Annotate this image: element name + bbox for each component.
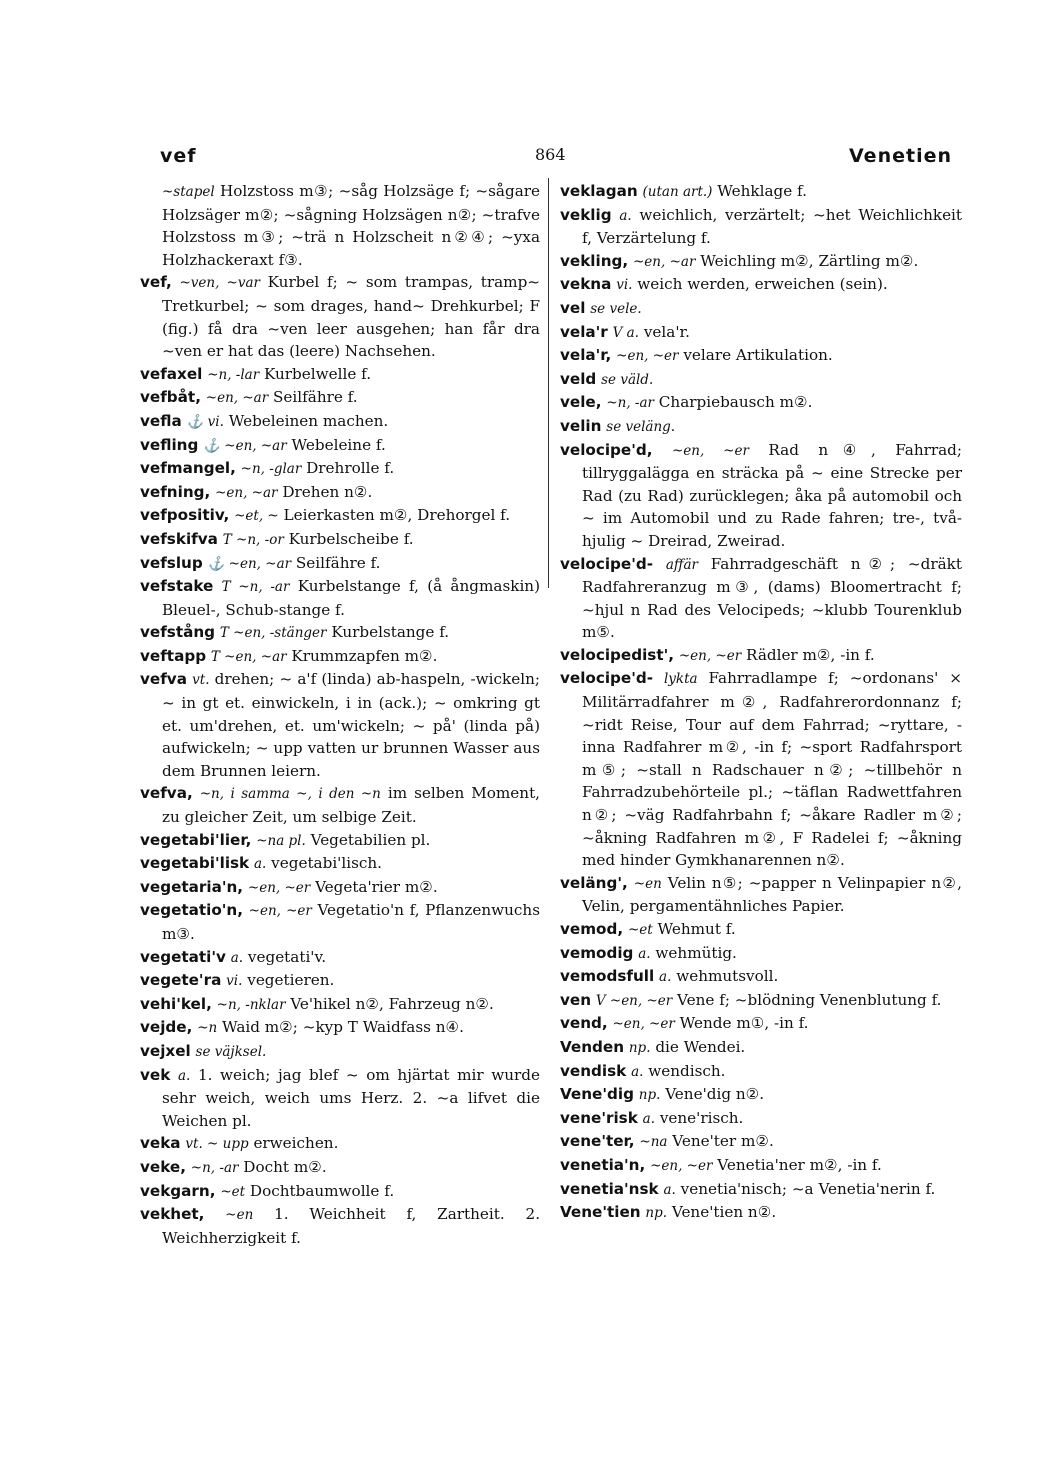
grammar-note: a. [631, 1063, 644, 1080]
dictionary-entry [560, 667, 962, 871]
grammar-note: ~en, ~er [671, 442, 749, 459]
headword: Vene'dig [560, 1085, 634, 1104]
headword: veka [140, 1134, 181, 1153]
grammar-note: T ~en, ~ar [210, 648, 287, 665]
headword: vekhet, [140, 1205, 205, 1224]
headword: vemodig [560, 943, 634, 962]
dictionary-entry [140, 180, 540, 271]
dictionary-entry [560, 250, 962, 274]
definition: Wende m①, -in f. [679, 1014, 809, 1033]
definition: Rad n④, Fahrrad; tillryggalägga en sträcka på ~ eine Strecke per Rad (zu Rad) zurücklegen; åka på automobil och ~ im Automobil und zu Rade fahren; tre-, två-hjulig ~ Dreirad, Zweirad. [582, 440, 963, 550]
headword: vek [140, 1065, 171, 1084]
definition: erweichen. [253, 1134, 339, 1153]
grammar-note: ~en, ~er [678, 647, 742, 664]
headword: vene'risk [560, 1108, 638, 1127]
grammar-note: ~en, ~er [616, 348, 679, 365]
dictionary-entry [560, 439, 962, 553]
grammar-note: ~ven, ~var [179, 275, 260, 292]
dictionary-entry [560, 273, 962, 297]
dictionary-entry [140, 782, 540, 828]
dictionary-entry [140, 504, 540, 528]
definition: Rädler m②, -in f. [746, 645, 875, 664]
dictionary-entry [560, 872, 962, 918]
headword: veklagan [560, 182, 638, 200]
dictionary-entry [560, 1130, 962, 1154]
definition: Kurbelscheibe f. [288, 529, 414, 548]
grammar-note: ~et, ~ [234, 508, 279, 525]
headword: vele, [560, 393, 602, 412]
dictionary-entry [140, 552, 540, 576]
grammar-note: T ~n, -ar [221, 579, 290, 596]
dictionary-entry [140, 528, 540, 552]
grammar-note: np. [645, 1205, 668, 1222]
headword: vene'ter, [560, 1132, 635, 1151]
headword: vend, [560, 1014, 608, 1033]
definition: Dochtbaumwolle f. [249, 1181, 395, 1200]
headword: vemodsfull [560, 967, 655, 986]
grammar-note: affär [665, 556, 698, 573]
grammar-note: ~en, ~ar [215, 484, 278, 501]
dictionary-entry [140, 1203, 540, 1249]
definition: Seilfähre f. [273, 388, 358, 407]
definition: Krummzapfen m②. [291, 646, 438, 665]
grammar-note: ~en, ~ar [205, 390, 269, 407]
dictionary-entry [560, 942, 962, 966]
definition: Kurbelstange f. [331, 623, 450, 642]
grammar-note: ~na pl. [256, 832, 306, 849]
grammar-note: vt. ~ upp [185, 1136, 249, 1153]
headword: vekgarn, [140, 1181, 216, 1200]
headword: vekling, [560, 251, 629, 270]
grammar-note: ~en [633, 875, 662, 892]
headword: vefpositiv, [140, 506, 230, 525]
definition: Venetia'ner m②, -in f. [717, 1155, 882, 1174]
headword: vefstång [140, 623, 216, 642]
definition: vela'r. [643, 322, 690, 341]
definition: Drehen n②. [282, 482, 373, 501]
definition: Docht m②. [243, 1157, 327, 1176]
headword: veke, [140, 1157, 186, 1176]
grammar-note: ~en, ~er [247, 879, 311, 896]
definition: Vene'tien n②. [671, 1203, 777, 1222]
dictionary-entry [560, 344, 962, 368]
definition: Leierkasten m②, Drehorgel f. [283, 506, 511, 525]
dictionary-entry [140, 575, 540, 621]
grammar-note: ~en, ~er [248, 903, 312, 920]
grammar-note: vi. [616, 277, 633, 294]
headword: veläng', [560, 873, 628, 892]
dictionary-entry [140, 969, 540, 993]
dictionary-entry [140, 434, 540, 458]
grammar-note: ~n, -ar [606, 395, 654, 412]
definition: Waid m②; ~kyp T Waidfass n④. [222, 1018, 464, 1037]
grammar-note: ~n, -ar [190, 1159, 239, 1176]
headword: vefstake [140, 577, 214, 596]
grammar-note: ~en, ~ar [633, 253, 696, 270]
headword: vendisk [560, 1061, 627, 1080]
grammar-note: se väjksel. [195, 1043, 267, 1060]
dictionary-entry [560, 1012, 962, 1036]
dictionary-entry [560, 1060, 962, 1084]
definition: Ve'hikel n②, Fahrzeug n②. [290, 994, 494, 1013]
headword: vefla [140, 411, 182, 430]
headword: vela'r, [560, 346, 612, 365]
definition: Kurbelstange f, (å ångmaskin) Bleuel-, Schub-stange f. [162, 577, 541, 619]
grammar-note: ~stapel [162, 184, 215, 200]
grammar-note: (utan art.) [642, 184, 713, 200]
definition: Holzstoss m③; ~såg Holzsäge f; ~sågare Holzsäger m②; ~sågning Holzsägen n②; ~trafve Holzstoss m③; ~trä n Holzscheit n②④; ~yxa Holzhackeraxt f③. [162, 182, 541, 269]
dictionary-entry [560, 1201, 962, 1225]
headword: vefskifva [140, 529, 218, 548]
dictionary-entry [560, 1107, 962, 1131]
dictionary-entry [140, 363, 540, 387]
definition: 1. Weichheit f, Zartheit. 2. Weichherzigkeit f. [162, 1205, 541, 1247]
grammar-note: ~et [627, 922, 653, 938]
dictionary-entry [560, 415, 962, 439]
grammar-note: ~en [225, 1207, 254, 1224]
headword: vegetatio'n, [140, 901, 244, 920]
definition: Wehklage f. [717, 182, 807, 200]
grammar-note: vi. [226, 973, 243, 990]
headword: vefmangel, [140, 459, 236, 478]
grammar-note: ~n, -lar [207, 366, 260, 383]
headword: vehi'kel, [140, 994, 212, 1013]
dictionary-entry [140, 946, 540, 970]
dictionary-entry [140, 410, 540, 434]
headword: vefning, [140, 482, 211, 501]
definition: vegetabi'lisch. [271, 854, 382, 873]
grammar-note: ~n, i samma ~, i den ~n [199, 786, 381, 803]
headword: vegete'ra [140, 971, 222, 990]
definition: Charpiebausch m②. [658, 393, 813, 412]
definition: Webeleinen machen. [228, 411, 389, 430]
headword: vefling [140, 435, 199, 454]
headword: vel [560, 298, 586, 317]
definition: venetia'nisch; ~a Venetia'nerin f. [680, 1179, 936, 1198]
headword: ven [560, 990, 592, 1009]
column-rule [548, 178, 549, 588]
dictionary-entry [140, 1156, 540, 1180]
definition: Drehrolle f. [306, 459, 395, 478]
headword: vela'r [560, 322, 608, 341]
grammar-note: a. [177, 1067, 191, 1084]
grammar-note: se veläng. [606, 418, 676, 435]
dictionary-entry [560, 1036, 962, 1060]
definition: wehmutsvoll. [676, 967, 779, 986]
dictionary-entry [560, 644, 962, 668]
definition: die Wendei. [655, 1037, 746, 1056]
headword: vefva [140, 670, 187, 689]
definition: Wehmut f. [657, 920, 736, 938]
definition: weich werden, erweichen (sein). [637, 275, 888, 294]
headword: vegetabi'lisk [140, 854, 250, 873]
definition: Seilfähre f. [295, 553, 381, 572]
grammar-note: ~en, ~er [650, 1157, 713, 1174]
grammar-note: ~en, ~er [612, 1016, 675, 1033]
definition: weichlich, verzärtelt; ~het Weichlichkeit f, Verzärtelung f. [582, 205, 963, 248]
left-column [140, 180, 540, 1249]
dictionary-entry [560, 321, 962, 345]
grammar-note: ~n, -glar [240, 461, 302, 478]
grammar-note: a. [230, 949, 244, 966]
dictionary-entry [140, 481, 540, 505]
headword: velocipe'd, [560, 440, 653, 459]
dictionary-entry [560, 553, 962, 644]
dictionary-entry [140, 829, 540, 853]
definition: Vegeta'rier m②. [315, 877, 438, 896]
dictionary-entry [140, 899, 540, 945]
headword: vemod, [560, 920, 624, 938]
dictionary-entry [560, 1154, 962, 1178]
grammar-note: a. [642, 1110, 655, 1127]
definition: Vegetabilien pl. [310, 830, 431, 849]
page-number: 864 [535, 145, 566, 164]
dictionary-entry [140, 457, 540, 481]
definition: Kurbelwelle f. [264, 364, 372, 383]
grammar-note: T ~en, -stänger [219, 625, 327, 642]
headword: veld [560, 369, 597, 388]
definition: Weichling m②, Zärtling m②. [700, 251, 919, 270]
definition: Vene'dig n②. [665, 1085, 765, 1104]
dictionary-entry [560, 1083, 962, 1107]
grammar-note: se väld. [601, 371, 654, 388]
grammar-note: vt. [192, 672, 210, 689]
grammar-note: ⚓ vi. [186, 413, 224, 430]
grammar-note: np. [628, 1039, 651, 1056]
dictionary-entry [140, 645, 540, 669]
headword: veftapp [140, 646, 207, 665]
headword: vejde, [140, 1018, 193, 1037]
headword: vejxel [140, 1041, 191, 1060]
dictionary-entry [560, 989, 962, 1013]
right-guide-word: Venetien [849, 145, 952, 167]
headword: vegetati'v [140, 947, 226, 966]
dictionary-entry [140, 271, 540, 362]
headword: Venden [560, 1037, 625, 1056]
grammar-note: V a. [612, 324, 640, 341]
definition: wendisch. [648, 1061, 726, 1080]
headword: vefslup [140, 553, 203, 572]
definition: Fahrradgeschäft n②; ~dräkt Radfahreranzug m③, (dams) Bloomertracht f; ~hjul n Rad des Velocipeds; ~klubb Tourenklub m⑤. [582, 554, 962, 642]
dictionary-entry [560, 180, 962, 204]
headword: velocipedist', [560, 645, 675, 664]
definition: vegetati'v. [247, 947, 327, 966]
grammar-note: ⚓ ~en, ~ar [203, 437, 287, 454]
grammar-note: a. [659, 969, 672, 986]
definition: velare Artikulation. [683, 346, 833, 365]
headword: velin [560, 416, 602, 435]
dictionary-entry [140, 621, 540, 645]
dictionary-entry [560, 1178, 962, 1202]
grammar-note: ~n, -nklar [216, 996, 286, 1013]
definition: Webeleine f. [291, 435, 386, 454]
dictionary-entry [140, 1132, 540, 1156]
definition: Vene f; ~blödning Venenblutung f. [677, 990, 942, 1009]
dictionary-entry [140, 1040, 540, 1064]
definition: drehen; ~ a'f (linda) ab-haspeln, -wickeln; ~ in gt et. einwickeln, i in (ack.); ~ omkring gt et. um'drehen, et. um'wickeln; ~ på' (linda på) aufwickeln; ~ upp vatten ur brunnen Wasser aus dem Brunnen leiern. [162, 670, 540, 780]
headword: vekna [560, 275, 612, 294]
grammar-note: T ~n, -or [222, 531, 284, 548]
grammar-note: np. [638, 1087, 661, 1104]
dictionary-entry [140, 993, 540, 1017]
grammar-note: se vele. [590, 300, 642, 317]
headword: vefaxel [140, 364, 203, 383]
dictionary-entry [560, 918, 962, 942]
definition: Vegetatio'n f, Pflanzenwuchs m③. [162, 901, 540, 943]
left-guide-word: vef [160, 145, 197, 167]
dictionary-entry [560, 204, 962, 250]
dictionary-entry [140, 1064, 540, 1133]
headword: vef, [140, 273, 172, 292]
definition: Velin n⑤; ~papper n Velinpapier n②, Velin, pergamentähnliches Papier. [582, 873, 963, 916]
grammar-note: ~na [639, 1134, 668, 1151]
headword: veklig [560, 205, 612, 224]
definition: Kurbel f; ~ som trampas, tramp~ Tretkurbel; ~ som drages, hand~ Drehkurbel; F (fig.) få dra ~ven leer ausgehen; han får dra ~ven er hat das (leere) Nachsehen. [162, 273, 541, 361]
dictionary-entry [140, 876, 540, 900]
headword: vegetabi'lier, [140, 830, 252, 849]
dictionary-entry [140, 852, 540, 876]
definition: wehmütig. [655, 943, 737, 962]
headword: velocipe'd- [560, 669, 654, 688]
headword: velocipe'd- [560, 554, 654, 573]
dictionary-entry [560, 965, 962, 989]
grammar-note: ~et [220, 1183, 246, 1200]
grammar-note: ⚓ ~en, ~ar [207, 555, 292, 572]
dictionary-entry [560, 391, 962, 415]
definition: vegetieren. [247, 971, 335, 990]
grammar-note: a. [663, 1181, 676, 1198]
headword: vefva, [140, 784, 193, 803]
headword: vegetaria'n, [140, 877, 244, 896]
dictionary-entry [140, 668, 540, 782]
definition: Fahrradlampe f; ~ordonans' × Militärradfahrer m②, Radfahrerordonnanz f; ~ridt Reise, Tour auf dem Fahrrad; ~ryttare, -inna Radfahrer m②, -in f; ~sport Radfahrsport m⑤; ~stall n Radschauer n②; ~tillbehör n Fahrradzubehörteile pl.; ~täflan Radwettfahren n②; ~väg Radfahrbahn f; ~åkare Radler m②; ~åkning Radfahren m②, F Radelei f; ~åkning med hinder Gymkhanarennen n②. [582, 669, 963, 870]
grammar-note: ~n [197, 1020, 218, 1037]
dictionary-entry [560, 368, 962, 392]
definition: vene'risch. [659, 1108, 744, 1127]
grammar-note: V ~en, ~er [595, 992, 673, 1009]
grammar-note: lykta [663, 671, 698, 688]
dictionary-entry [140, 1016, 540, 1040]
headword: venetia'nsk [560, 1179, 659, 1198]
dictionary-entry [560, 297, 962, 321]
headword: venetia'n, [560, 1155, 646, 1174]
grammar-note: a. [254, 856, 267, 873]
headword: Vene'tien [560, 1203, 641, 1222]
dictionary-entry [140, 386, 540, 410]
headword: vefbåt, [140, 388, 201, 407]
grammar-note: a. [619, 207, 632, 224]
grammar-note: a. [638, 945, 651, 962]
dictionary-entry [140, 1180, 540, 1204]
right-column [560, 180, 962, 1225]
definition: 1. weich; jag blef ~ om hjärtat mir wurde sehr weich, weich ums Herz. 2. ~a lifvet die Weichen pl. [162, 1065, 541, 1130]
definition: Vene'ter m②. [672, 1132, 774, 1151]
definition: im selben Moment, zu gleicher Zeit, um selbige Zeit. [162, 784, 541, 827]
